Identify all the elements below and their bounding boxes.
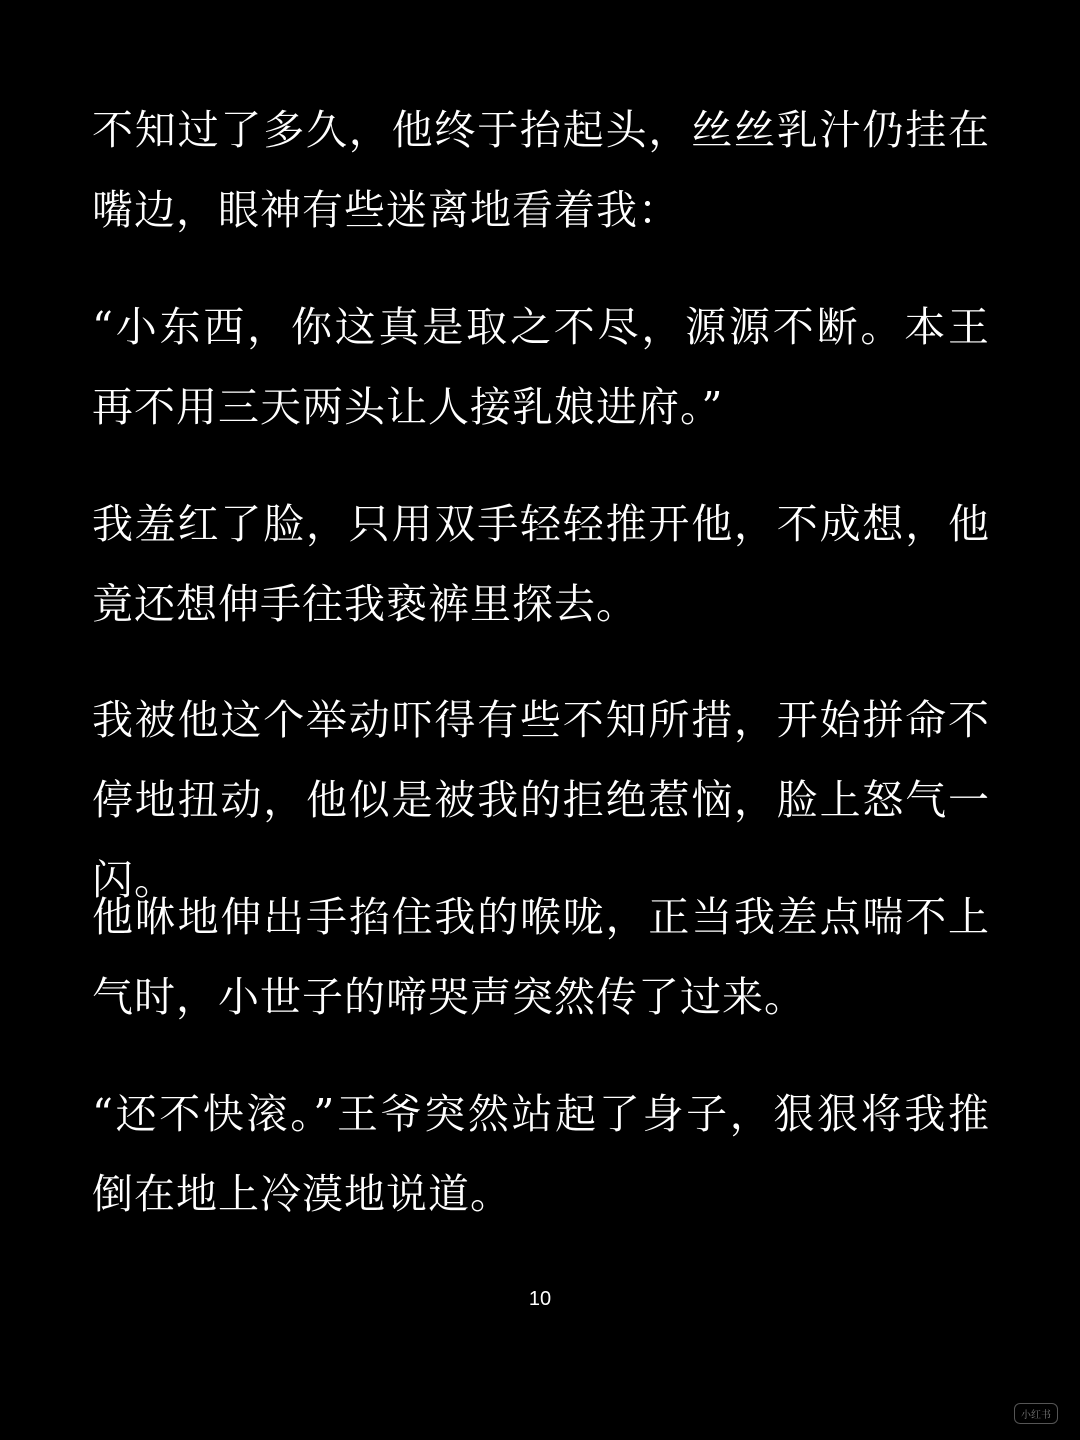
paragraph: 我被他这个举动吓得有些不知所措，开始拼命不停地扭动，他似是被我的拒绝惹恼，脸上怒气一闪。 xyxy=(92,696,990,904)
watermark-logo: 小红书 xyxy=(1014,1403,1058,1424)
paragraph: 他咻地伸出手掐住我的喉咙，正当我差点喘不上气时，小世子的啼哭声突然传了过来。 xyxy=(92,893,990,1021)
paragraph: 我羞红了脸，只用双手轻轻推开他，不成想，他竟还想伸手往我亵裤里探去。 xyxy=(92,500,990,628)
paragraph: “还不快滚。”王爷突然站起了身子，狠狠将我推倒在地上冷漠地说道。 xyxy=(92,1090,990,1218)
paragraph: “小东西，你这真是取之不尽，源源不断。本王再不用三天两头让人接乳娘进府。” xyxy=(92,303,990,431)
paragraph: 不知过了多久，他终于抬起头，丝丝乳汁仍挂在嘴边，眼神有些迷离地看着我： xyxy=(92,106,990,234)
page-number: 10 xyxy=(528,1288,552,1310)
